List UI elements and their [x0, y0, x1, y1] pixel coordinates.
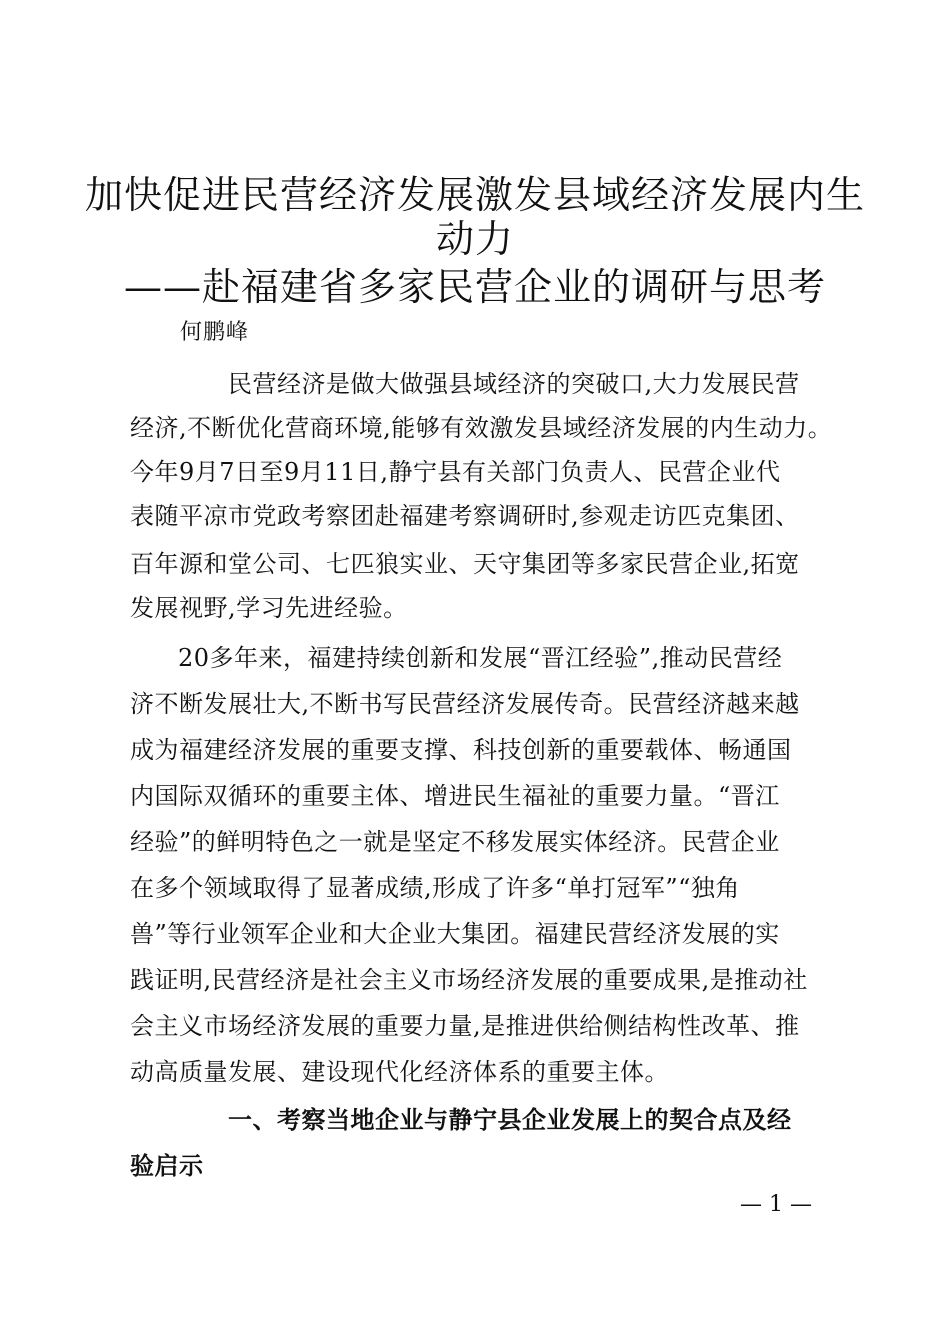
paragraph-2-line: 济不断发展壮大,不断书写民营经济发展传奇。民营经济越来越 — [130, 690, 800, 718]
document-title-line-2: 动力 — [435, 217, 514, 261]
paragraph-2-line: 践证明,民营经济是社会主义市场经济发展的重要成果,是推动社 — [130, 966, 808, 994]
paragraph-2-line: 内国际双循环的重要主体、增进民生福祉的重要力量。“晋江 — [130, 782, 780, 810]
paragraph-2-line: 会主义市场经济发展的重要力量,是推进供给侧结构性改革、推 — [130, 1012, 800, 1040]
page-number: — 1 — — [740, 1192, 812, 1217]
paragraph-2-line: 20多年来，福建持续创新和发展“晋江经验”,推动民营经 — [178, 644, 783, 672]
paragraph-1-line: 表随平凉市党政考察团赴福建考察调研时,参观走访匹克集团、 — [130, 502, 800, 530]
paragraph-1-line: 今年9月7日至9月11日,静宁县有关部门负责人、民营企业代 — [130, 458, 781, 486]
document-title-line-1: 加快促进民营经济发展激发县域经济发展内生 — [84, 173, 865, 217]
author-name: 何鹏峰 — [180, 320, 250, 345]
section-heading-line-1: 一、考察当地企业与静宁县企业发展上的契合点及经 — [228, 1106, 792, 1134]
section-heading-line-2: 验启示 — [130, 1152, 204, 1180]
paragraph-1-line: 百年源和堂公司、七匹狼实业、天守集团等多家民营企业,拓宽 — [130, 550, 800, 578]
document-subtitle: ——赴福建省多家民营企业的调研与思考 — [123, 265, 826, 309]
paragraph-2-line: 经验”的鲜明特色之一就是坚定不移发展实体经济。民营企业 — [130, 828, 780, 856]
paragraph-2-line: 动高质量发展、建设现代化经济体系的重要主体。 — [130, 1058, 669, 1086]
paragraph-2-line: 兽”等行业领军企业和大企业大集团。福建民营经济发展的实 — [130, 920, 780, 948]
paragraph-1-line: 发展视野,学习先进经验。 — [130, 594, 408, 622]
paragraph-1-line: 民营经济是做大做强县域经济的突破口,大力发展民营 — [228, 370, 800, 398]
paragraph-2-line: 在多个领域取得了显著成绩,形成了许多“单打冠军”“独角 — [130, 874, 740, 902]
paragraph-1-line: 经济,不断优化营商环境,能够有效激发县域经济发展的内生动力。 — [130, 414, 833, 442]
paragraph-2-line: 成为福建经济发展的重要支撑、科技创新的重要载体、畅通国 — [130, 736, 792, 764]
